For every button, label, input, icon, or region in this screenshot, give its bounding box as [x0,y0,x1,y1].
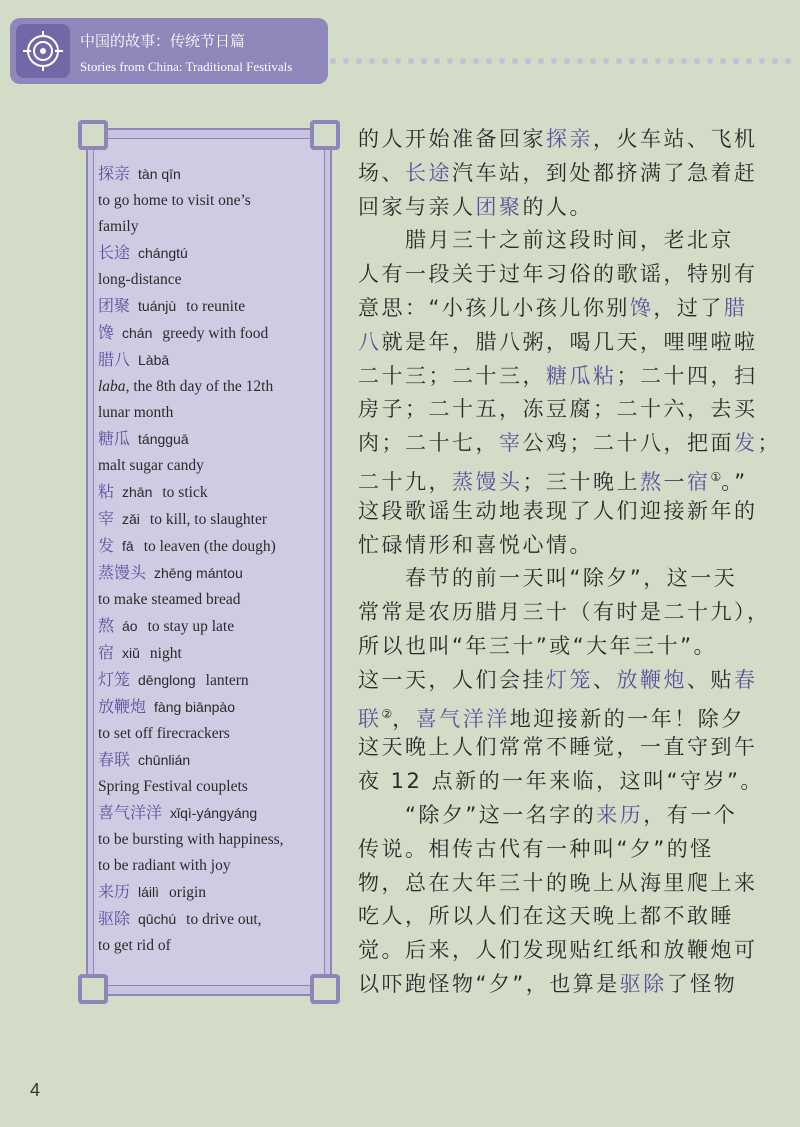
body-text-segment: “除夕”这一名字的 [358,802,597,827]
vocab-highlight: 放鞭炮 [616,667,687,692]
corner-ornament [78,120,108,150]
vocab-definition-line: to be radiant with joy [98,857,231,874]
divider-dot [564,58,570,64]
vocab-pinyin: áo [122,618,138,634]
body-line [358,495,783,529]
vocab-pinyin: tàn qīn [138,166,181,182]
vocab-word: 腊八 [98,350,131,369]
body-text-segment: 夜 12 点新的一年来临，这叫“守岁”。 [358,769,764,794]
vocab-highlight: 团聚 [475,194,523,219]
vocab-word: 馋 [98,323,115,342]
body-text-segment: 肉；二十七， [358,431,499,456]
vocab-definition: to stick [162,484,208,501]
vocab-word: 蒸馒头 [98,563,147,582]
book-logo-icon [16,24,70,78]
vocab-word: 糖瓜 [98,429,131,448]
divider-dot [369,58,375,64]
page-number: 4 [30,1080,41,1100]
vocab-word: 粘 [98,482,115,501]
divider-dot [694,58,700,64]
body-line [358,698,783,732]
body-text-segment: 觉。后来，人们发现贴红纸和放鞭炮可 [358,938,758,963]
vocab-word: 发 [98,536,115,555]
vocab-word: 探亲 [98,164,131,183]
vocab-highlight: 八 [358,329,382,354]
vocab-definition-line: to go home to visit one’s [98,192,251,209]
vocab-definition-line: long-distance [98,271,182,288]
divider-dot [421,58,427,64]
divider-dot [668,58,674,64]
vocab-highlight: 宰 [499,431,523,456]
body-text-segment: 传说。相传古代有一种叫“夕”的怪 [358,836,714,861]
body-text-segment: ； [757,431,781,456]
vocab-highlight: 糖瓜 [546,363,593,388]
vocab-entry [98,747,338,800]
divider-dot [577,58,583,64]
vocab-entry [98,533,338,560]
vocab-entry [98,347,338,426]
divider-dot [759,58,765,64]
body-text-segment: 这段歌谣生动地表现了人们迎接新年的 [358,498,758,523]
vocab-highlight: 长途 [405,160,452,185]
body-line [358,664,783,698]
vocab-entry [98,426,338,479]
body-line [358,224,783,258]
body-line [358,900,783,934]
vocab-definition-line: Spring Festival couplets [98,778,248,795]
vocab-word: 来历 [98,882,131,901]
body-text-segment: 了怪物 [666,971,738,996]
body-text-segment: 以吓跑怪物“夕”，也算是 [358,971,620,996]
body-line [358,731,783,765]
vocab-definition: to drive out, [186,911,262,928]
body-text-segment: 所以也叫“年三十”或“大年三十”。 [358,633,718,658]
body-line [358,833,783,867]
vocab-entry [98,906,338,959]
vocab-pinyin: zhēng mántou [154,565,243,581]
corner-ornament [78,974,108,1004]
divider-dot [382,58,388,64]
vocab-definition: to leaven (the dough) [143,538,276,555]
divider-dot [707,58,713,64]
vocab-entry [98,293,338,320]
vocab-word: 灯笼 [98,670,131,689]
vocab-highlight: 蒸馒头 [452,469,523,494]
divider-dot [525,58,531,64]
vocab-highlight: 馋 [629,295,654,320]
vocab-pinyin: zhān [122,484,153,500]
vocab-entry [98,320,338,347]
header-title-cn: 中国的故事：传统节日篇 [80,32,246,50]
divider-dot [681,58,687,64]
body-line [358,799,783,833]
footnote-marker: ① [710,469,722,484]
body-line [358,765,783,799]
vocab-word: 喜气洋洋 [98,803,163,822]
vocabulary-box [86,128,332,996]
body-text-segment: 吃人，所以人们在这天晚上都不敢睡 [358,904,734,929]
vocab-highlight: 宿 [687,469,711,494]
body-text-segment: 就是年，腊八粥，喝几天，哩哩啦啦 [381,329,758,354]
body-line [358,191,783,225]
body-text-segment: 地迎接新的一年！除夕 [509,706,745,731]
vocab-definition-line: malt sugar candy [98,457,204,474]
vocabulary-list [98,161,338,959]
body-text-segment: 的人开始准备回家 [358,127,546,151]
body-text-segment: 场、 [358,160,405,185]
body-text-segment: ；三十晚上 [522,469,640,494]
body-text-segment: ，过了 [653,295,724,320]
body-text-segment: 房子；二十五，冻豆腐；二十六，去买 [358,397,758,422]
vocab-definition: lantern [205,672,249,689]
body-line [358,867,783,901]
vocab-pinyin: tuánjù [138,298,177,314]
divider-dot [447,58,453,64]
body-text-segment: 人有一段关于过年习俗的歌谣，特别有 [358,262,758,287]
body-line [358,258,783,292]
vocab-definition-line: to make steamed bread [98,591,241,608]
divider-dot [733,58,739,64]
body-line [358,393,783,427]
divider-dot [434,58,440,64]
body-text-segment: 忙碌情形和喜悦心情。 [358,532,593,557]
body-text-segment: 二十三；二十三， [358,363,546,388]
vocab-highlight: 灯笼 [546,667,593,692]
divider-dot [356,58,362,64]
vocab-definition-line: to set off firecrackers [98,725,230,742]
vocab-word: 团聚 [98,296,131,315]
vocab-pinyin: chūnlián [138,752,191,768]
vocab-definition-line: laba, the 8th day of the 12th [98,378,274,395]
body-line [358,461,783,495]
divider-dot [642,58,648,64]
body-text-segment: 这一天，人们会挂 [358,667,546,692]
header-dot-divider [330,57,800,65]
body-text-segment: 回家与亲人 [358,194,476,219]
vocab-entry [98,161,338,240]
vocab-word: 驱除 [98,909,131,928]
vocab-highlight: 发 [734,431,758,456]
vocab-entry [98,694,338,747]
vocab-definition-line: to get rid of [98,937,171,954]
vocab-entry [98,240,338,293]
vocab-entry [98,667,338,694]
body-text-segment: 二十九， [358,469,452,494]
body-line [358,427,783,461]
vocab-definition-line: lunar month [98,404,174,421]
divider-dot [486,58,492,64]
body-line [358,934,783,968]
body-text-segment: 常常是农历腊月三十（有时是二十九）， [358,600,771,625]
body-text-segment: 的人。 [522,194,593,219]
footnote-marker: ② [381,706,393,721]
body-line [358,292,783,326]
body-text-segment: 这天晚上人们常常不睡觉，一直守到午 [358,735,758,760]
divider-dot [655,58,661,64]
vocab-pinyin: chán [122,325,153,341]
vocab-entry [98,640,338,667]
vocab-word: 放鞭炮 [98,697,147,716]
body-text-segment: 。” [721,469,748,494]
header-title-en: Stories from China: Traditional Festivals [80,59,293,74]
body-line [358,630,783,664]
vocab-highlight: 驱除 [619,971,667,996]
divider-dot [772,58,778,64]
body-text-segment: ， [392,706,416,731]
vocab-word: 春联 [98,750,131,769]
divider-dot [343,58,349,64]
vocab-entry [98,560,338,613]
vocab-definition-line: to be bursting with happiness, [98,831,284,848]
body-line [358,562,783,596]
body-line [358,968,783,1002]
vocab-definition: to stay up late [147,618,235,635]
body-line [358,596,783,630]
body-line [358,529,783,563]
vocab-highlight: 腊 [723,295,748,320]
corner-ornament [310,974,340,1004]
vocab-pinyin: Làbā [138,352,170,368]
divider-dot [616,58,622,64]
vocab-entry [98,879,338,906]
divider-dot [460,58,466,64]
vocab-word: 长途 [98,243,131,262]
divider-dot [551,58,557,64]
divider-dot [746,58,752,64]
vocab-pinyin: fàng biānpào [154,699,235,715]
vocab-entry [98,800,338,879]
corner-ornament [310,120,340,150]
vocab-pinyin: zǎi [122,511,140,527]
vocab-definition: night [149,645,182,662]
vocab-highlight: 熬 [640,469,664,494]
body-text-segment: 、贴 [687,667,734,692]
vocab-pinyin: xiǔ [122,645,140,661]
body-line [358,360,783,394]
vocab-highlight: 春 [734,667,758,692]
body-text-segment: 公鸡；二十八，把面 [522,431,734,456]
body-text-segment: ；二十四，扫 [616,363,758,388]
body-text-segment: ，有一个 [643,802,738,827]
vocab-pinyin: dēnglong [138,672,196,688]
body-text-segment: 意思：“小孩儿小孩儿你别 [358,295,630,320]
vocab-pinyin: tángguā [138,431,189,447]
vocab-highlight: 探亲 [546,127,593,151]
vocab-highlight: 粘 [593,363,617,388]
vocab-entry [98,613,338,640]
divider-dot [590,58,596,64]
vocab-definition: to kill, to slaughter [149,511,268,528]
body-text-segment: 物，总在大年三十的晚上从海里爬上来 [358,870,758,895]
vocab-pinyin: chángtú [138,245,188,261]
vocab-highlight: 联 [358,706,382,731]
body-line [358,326,783,360]
body-text-segment: 、 [593,667,617,692]
vocab-definition: greedy with food [162,325,269,342]
body-text-segment: 汽车站，到处都挤满了急着赶 [452,160,758,185]
body-text-segment: 一 [663,469,687,494]
divider-dot [629,58,635,64]
vocab-definition: origin [169,884,207,901]
divider-dot [330,58,336,64]
divider-dot [512,58,518,64]
vocab-entry [98,506,338,533]
vocab-pinyin: fā [122,538,134,554]
divider-dot [473,58,479,64]
vocab-word: 宿 [98,643,115,662]
body-text [358,123,783,1002]
vocab-pinyin: qūchú [138,911,177,927]
body-text-segment: 春节的前一天叫“除夕”，这一天 [358,566,738,591]
vocab-definition: to reunite [186,298,246,315]
vocab-word: 宰 [98,509,115,528]
vocab-word: 熬 [98,616,115,635]
vocab-entry [98,479,338,506]
body-text-segment: 腊月三十之前这段时间，老北京 [358,228,734,253]
vocab-highlight: 来历 [596,802,644,827]
divider-dot [785,58,791,64]
body-line [358,123,783,157]
divider-dot [538,58,544,64]
divider-dot [395,58,401,64]
divider-dot [720,58,726,64]
divider-dot [499,58,505,64]
divider-dot [603,58,609,64]
body-text-segment: ，火车站、飞机 [593,127,758,151]
vocab-pinyin: xǐqì-yángyáng [170,805,258,821]
vocab-highlight: 喜气洋洋 [415,706,510,731]
body-line [358,157,783,191]
vocab-pinyin: láilì [138,884,160,900]
vocab-definition-line: family [98,218,139,235]
divider-dot [408,58,414,64]
